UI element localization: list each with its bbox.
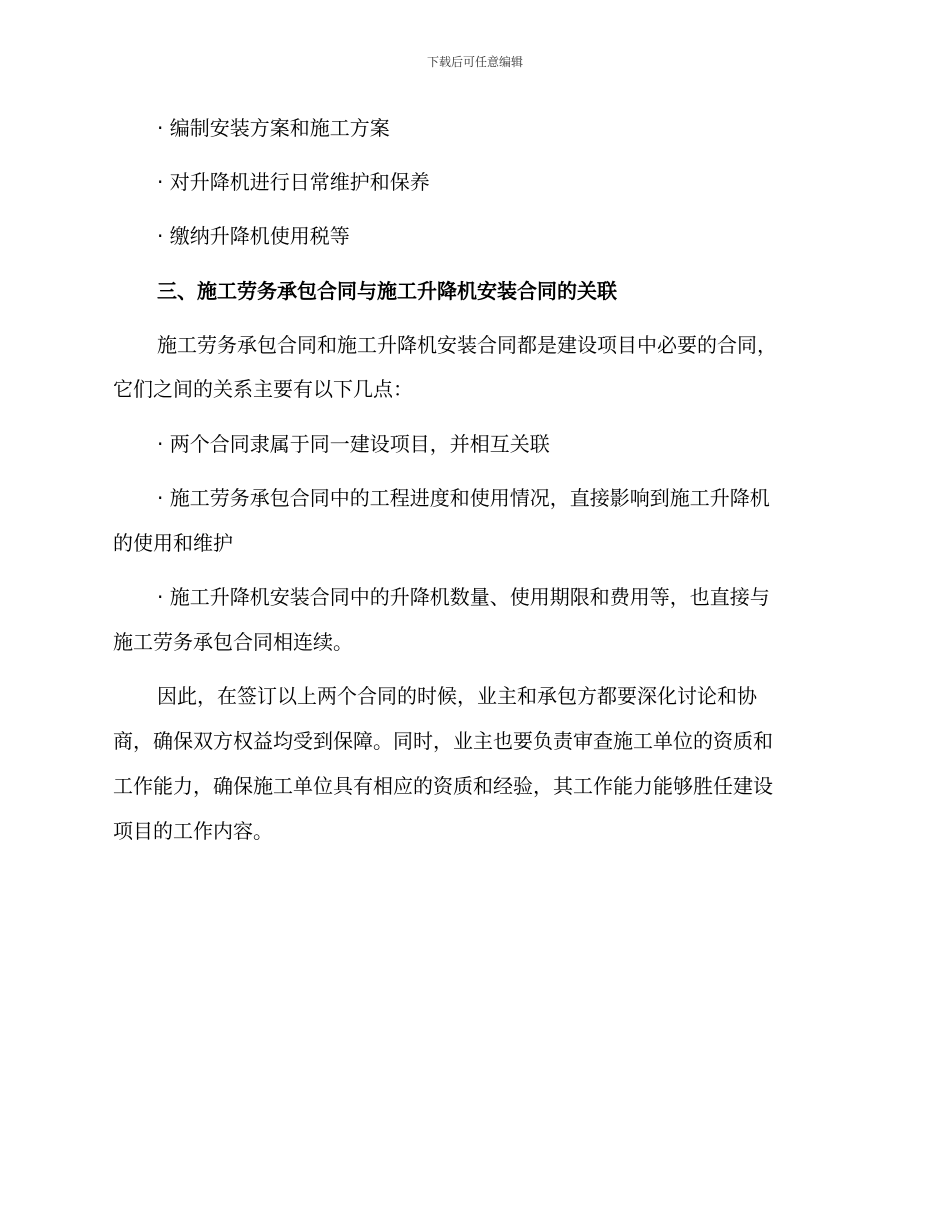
conclusion-line-3: 工作能力，确保施工单位具有相应的资质和经验，其工作能力能够胜任建设: [113, 774, 773, 798]
bullet-maintenance: · 对升降机进行日常维护和保养: [157, 170, 430, 194]
relation-bullet-2-line-2: 的使用和维护: [113, 531, 233, 555]
conclusion-line-4: 项目的工作内容。: [113, 819, 273, 843]
bullet-install-plan: · 编制安装方案和施工方案: [157, 116, 390, 140]
relation-bullet-1: · 两个合同隶属于同一建设项目，并相互关联: [157, 432, 550, 456]
relation-bullet-3-line-2: 施工劳务承包合同相连续。: [113, 630, 353, 654]
bullet-tax: · 缴纳升降机使用税等: [157, 224, 350, 248]
page-header-note: 下载后可任意编辑: [426, 55, 523, 69]
conclusion-line-2: 商，确保双方权益均受到保障。同时，业主也要负责审查施工单位的资质和: [113, 729, 773, 753]
conclusion-line-1: 因此，在签订以上两个合同的时候，业主和承包方都要深化讨论和协: [157, 684, 757, 708]
relation-bullet-2-line-1: · 施工劳务承包合同中的工程进度和使用情况，直接影响到施工升降机: [157, 486, 770, 510]
section-heading: 三、施工劳务承包合同与施工升降机安装合同的关联: [157, 279, 617, 303]
intro-line-1: 施工劳务承包合同和施工升降机安装合同都是建设项目中必要的合同，: [157, 333, 777, 357]
intro-line-2: 它们之间的关系主要有以下几点：: [113, 377, 413, 401]
relation-bullet-3-line-1: · 施工升降机安装合同中的升降机数量、使用期限和费用等，也直接与: [157, 585, 770, 609]
